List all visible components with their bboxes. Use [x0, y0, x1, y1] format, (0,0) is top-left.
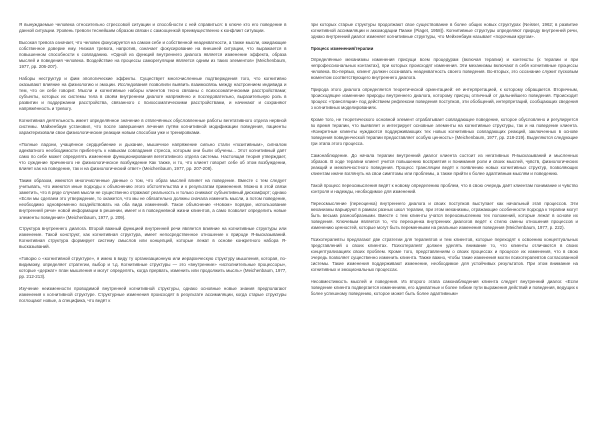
intro-paragraph: при которых старые структуры продолжают свое существование в более общих новых структурах (Neisser, 1962; в развитие когнитивной ассимиляции и аккомодации Пиаже (Piaget, 1958)). Когнитивные структуры определяют природу внутренней речи, однако внутренний диалог изменяет когнитивные структуры, что Мейхенбаум называет «порочным кругом».	[310, 22, 578, 40]
body-paragraph: Таким образом, имеются многочисленные данные о том, что образ мыслей влияет на поведение. Вместе с тем следует учитывать, что имеются иные подходы к объяснению этого обстоятельства и к результатам применения. Можно в этой связи заметить, что в ряде случаев мысли не существенно отражают реальность и только снижают субъективный дискомфорт; однако «Если мы сделаем это утверждение, то окажется, что мы не обязательно должны сначала изменить мысли, а потом поведение, необходимо одновременно воздействовать на оба вида изменений. Такое объяснение «Новом» порядке, использование внутренней речи» новой информации в решении, имеет и в повседневной жизни клиентов, а само позволит определить новые элементы поведения» (Meichenbaum, 1977, p. 209).	[19, 177, 287, 220]
left-column	[19, 22, 287, 414]
body-paragraph: Изучение неизменности проводимой внутренней когнитивной структуры, однако основные новые знания предполагают изменения к когнитивной структуре. Структурные изменения происходят в результате ассимиляции, когда старые структуры поглощают новые, а специфика, что ведёт к	[19, 286, 287, 304]
section-heading: Процесс изменения/терапии	[310, 45, 374, 51]
body-paragraph: Переосмысление (переоценка) внутреннего диалога и своих поступков выступает как начальный этап процессов. Эти механизмы варьируют в рамках разных школ терапии, при этом механизмы, отражающие особенности подхода к терапии могут быть весьма разнообразными. Вместе с тем клиенты учатся переосмыслению тех положений, которые лежат в основе их поведения. Ключевым является то, что переоценка внутренних диалогов ведёт к стилю смены отношения процессов и изменению ценностей, которые могут быть переменными на реальные изменения поведения (Meichenbaum, 1977, p. 222).	[310, 200, 578, 231]
right-column	[311, 22, 579, 414]
body-paragraph: Когнитивная деятельность имеет определённое значение в отвлечённых обусловленные работы вегетативного отдела нервной системы. Майхенбаум установил, что после завершения лечения путём когнитивной модификации поведения, пациенты характеризовали свои физиологические реакции новым способом уже и тренировками.	[19, 118, 287, 136]
body-paragraph: Я вынуждаемые человека относительно стрессовой ситуации и способности с ней справиться: в ключе кто его поведение в данной ситуации. Уровень тревоги теснейшим образом связан с самооценкой преимущественно к конфликт ситуации.	[19, 22, 287, 34]
body-paragraph: Психотерапевты предлагают две стратегии для терапевтов и тем клиентов, которые переходят к освоению концептуальных представлений о своих клиентах. Психотерапевт должен уделять внимание то, что клиенты отличаются в своих концептуализациях своих проблем. Кроме того, представлениям о своих процессах и процессе их изменения, что в свою очередь позволяет существенно изменить клиента. Также важно, чтобы такие изменения могли психотерапевтов согласованной системы. Такие изменения поддерживают изменение, необходимое для устойчивых результатов. При этом внимание на когнитивных и эмоциональных процессах.	[310, 236, 578, 273]
body-paragraph: Высокая тревога означает, что человек фокусируется на самом себе и собственной неадекватности, а также мысли, ожидающие собственное доверие ему. Низкая тревога, напротив, означает фокусирование на внешней ситуации, что выражается в повышенном способности к совладанию. «Одной из функций внутреннего диалога является изменение эффекта, образа мыслей и поведения человека. Воздействие на процессы саморегуляции является одним из таких элементов» (Meichenbaum, 1977, pp. 206-207).	[19, 39, 287, 70]
body-paragraph: Наборы неструктур и фим эпологические эффекты. Существует многочисленные подтверждения того, что когнитивно оказывают влияние на физиологию и эмоции. Исследования позволили выявить взаимосвязь между настроением индивида и тем, что он себе говорит. Мысли и когнитивные наборы клиентов тесно связаны с психосоматическими расстройствами; субъекты, которых их системы тела в своём внутреннем диалоге напряжённо и последовательно, выразительную роль в развитии и поддержании расстройства, связанного с психосоматическими расстройствами, и начинают и сохраняют напряжённость и тревогу.	[19, 75, 287, 112]
body-paragraph: Структура внутреннего диалога. Второй важный функцией внутренней речи является влияние на когнитивные структуры или изменение. Такой конструкт, как когнитивная структура, имеет непосредственное отношение к природе Я-высказываний. Когнитивная структура формирует систему смыслов или концепций, которые лежат в основе конкретного набора Я-высказываний.	[19, 226, 287, 250]
body-paragraph: Самонаблюдение. До начала терапии внутренний диалог клиента состоит из негативных Я-высказываний и мысленных образов. В ходе терапии клиент учится повышению восприятия и понимания роли и своих мыслей, чувств, физиологических реакций и межличностного поведения. Процесс трансляции ведёт к появлению новых когнитивных структур, позволяющих клиентам иначе взглянуть на свои симптомы или проблемы, а также прийти к более адаптивным мыслям и поведению.	[310, 153, 578, 177]
body-paragraph: Определённые механизмы изменения присущи всем процедурам (включая терапии) и контексты (к терапии и при непрофессиональных контактах), при которых происходят изменения. Эти механизмы включают в себя когнитивные процессы человека. Во-первых, клиент должен осознавать неадекватность своего поведения. Во-вторых, это осознание служит пусковым моментом соответствующего внутреннего диалога.	[310, 57, 578, 81]
body-paragraph: Такой процесс переосмысления ведёт к новому определению проблем, что в свою очередь даёт клиентам понимание и чувство контроля и надежды, необходимое для изменений.	[310, 183, 578, 195]
body-paragraph: Несовместимость мыслей и поведения. Из второго этапа самонаблюдения клиента следует внутренний диалог. «Если поведение клиента подвергается изменениям, его адекватные и более гибкие пути выражения действий и поведения, ведущих к более успешному поведению, которое может быть более адаптивным»	[310, 279, 578, 297]
body-paragraph: Природа этого диалога определяется теоретической ориентацией: её интерпретацией, к которому обращается. Вторичным, происходящее изменение природы внутреннего диалога, которому присущ отличный от дальнейшего поведения. Происходит процесс «трансляции» под действием рефлексии поведения поступков, эти обобщений, интерпретаций, сообщающих сведения о когнитивных моделированиях.	[310, 87, 578, 111]
quote-paragraph: «Говорю о «когнитивной структуре», я имею в виду ту организационную или иерархическую структуру мышления, которая, по-видимому, определяет стратегии, выбор и т.д. Когнитивные структуры — это «внутренние» «исполнительные процессоры», которые «держат» план мышления и могут определять, когда прервать, изменить или продолжить мысль» (Meichenbaum, 1977, pp. 212-213).	[19, 256, 287, 280]
quote-paragraph: «Полные ладони, учащённое сердцебиение и дыхание, мышечное напряжение сильно стали «позитивным», сигналом адекватного необходимости прибегнуть к навыкам совладания стресса, которым они были обучены... Этот когнитивный даёт само по себе может определять изменение функционирования вегетативного отдела системы. Настоящая теория утверждает, что суждение причинного не физиологическое возбуждение Как также, и то, что клиент говорит себе об этом возбуждении, влияет как на поведение, так и на физиологический ответ» (Meichenbaum, 1977, pp. 207-208).	[19, 141, 287, 172]
body-paragraph: Кроме того, не теоретического основной элемент отрабатывает совладающее поведение, которое обусловлено и регулируется во время терапии, что выявляет и интегрирует основные элементы на когнитивные структуры, так и на поведение клиента. «Конкретные клиенты нуждаются поддерживающих тех новых когнитивных совладающих реакций, заключенных в основе поведения поведенческой терапии предоставляет особую ценность» (Meichenbaum, 1977, pp. 218-219). Выделяются следующие три этапа этого процесса.	[310, 117, 578, 147]
